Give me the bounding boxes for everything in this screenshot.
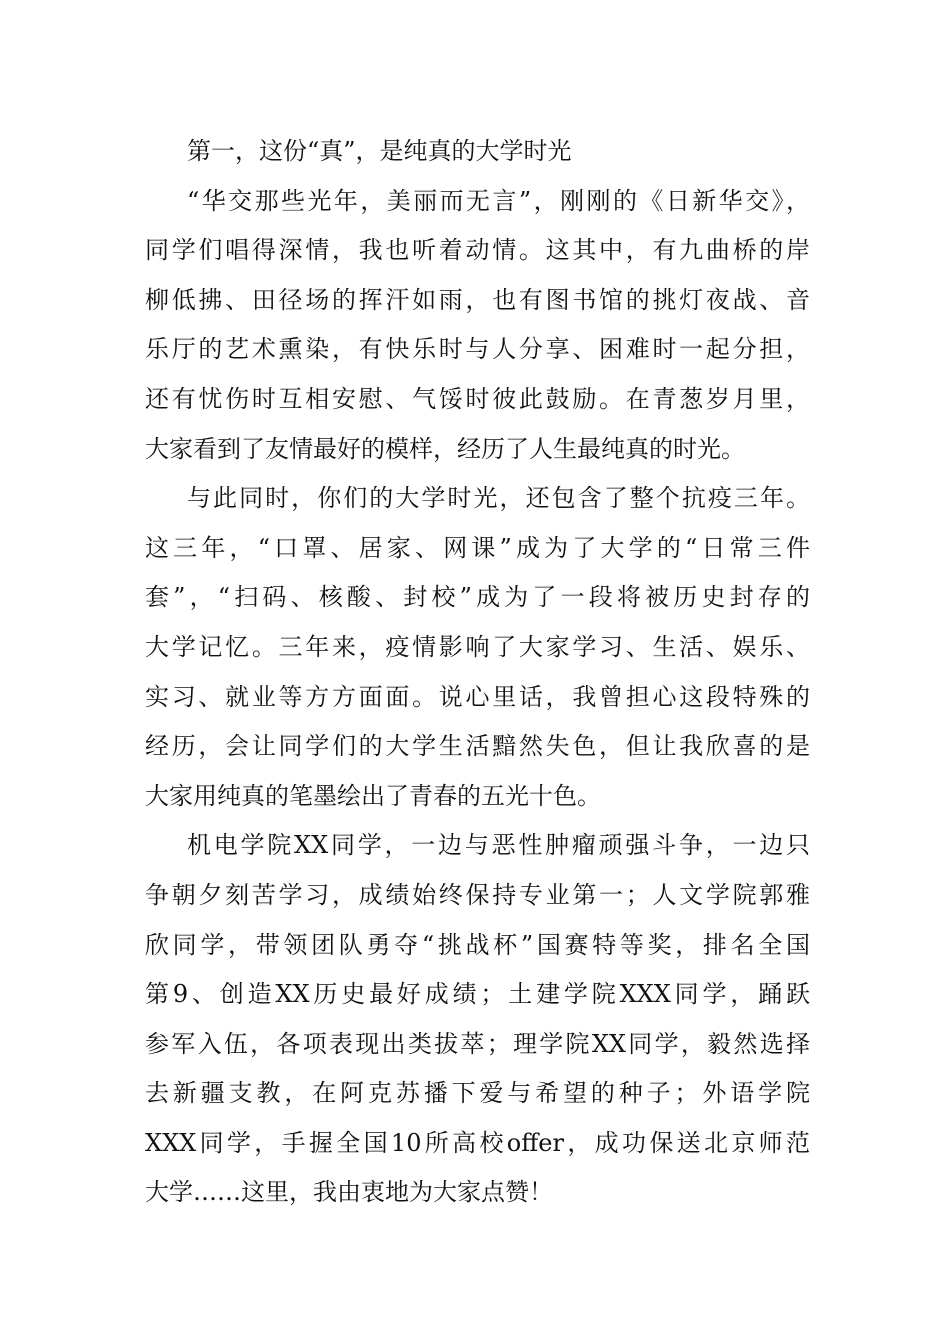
text-line: XXX同学，手握全国10所高校offer，成功保送北京师范 <box>145 1128 810 1157</box>
text-line: 大家看到了友情最好的模样，经历了人生最纯真的时光。 <box>145 434 745 463</box>
text-line: 这三年，“口罩、居家、网课”成为了大学的“日常三件 <box>145 533 810 562</box>
text-line: 机电学院XX同学，一边与恶性肿瘤顽强斗争，一边只 <box>187 831 810 860</box>
text-line: 实习、就业等方方面面。说心里话，我曾担心这段特殊的 <box>145 682 810 711</box>
text-line: 争朝夕刻苦学习，成绩始终保持专业第一；人文学院郭雅 <box>145 880 810 909</box>
text-line: 参军入伍，各项表现出类拔萃；理学院XX同学，毅然选择 <box>145 1029 810 1058</box>
paragraph-campus-memories <box>145 177 810 475</box>
text-line: 还有忧伤时互相安慰、气馁时彼此鼓励。在青葱岁月里， <box>145 384 810 413</box>
text-line: 套”，“扫码、核酸、封校”成为了一段将被历史封存的 <box>145 583 810 612</box>
text-line: 大家用纯真的笔墨绘出了青春的五光十色。 <box>145 781 601 810</box>
text-line: 经历，会让同学们的大学生活黯然失色，但让我欣喜的是 <box>145 732 810 761</box>
section-heading: 第一，这份“真”，是纯真的大学时光 <box>187 137 572 165</box>
text-line: 大学……这里，我由衷地为大家点赞！ <box>145 1178 553 1207</box>
text-line: 第9、创造XX历史最好成绩；土建学院XXX同学，踊跃 <box>145 980 810 1009</box>
text-line: 去新疆支教，在阿克苏播下爱与希望的种子；外语学院 <box>145 1079 810 1108</box>
text-line: 乐厅的艺术熏染，有快乐时与人分享、困难时一起分担， <box>145 335 810 364</box>
text-line: 同学们唱得深情，我也听着动情。这其中，有九曲桥的岸 <box>145 236 810 265</box>
text-line: 欣同学，带领团队勇夺“挑战杯”国赛特等奖，排名全国 <box>145 930 810 959</box>
text-line: “华交那些光年，美丽而无言”，刚刚的《日新华交》， <box>187 186 810 215</box>
text-line: 与此同时，你们的大学时光，还包含了整个抗疫三年。 <box>187 484 810 513</box>
body-text <box>145 127 810 1218</box>
text-line: 柳低拂、田径场的挥汗如雨，也有图书馆的挑灯夜战、音 <box>145 285 810 314</box>
text-line: 大学记忆。三年来，疫情影响了大家学习、生活、娱乐、 <box>145 632 810 661</box>
paragraph-student-achievements <box>145 821 810 1218</box>
paragraph-pandemic-years <box>145 474 810 821</box>
